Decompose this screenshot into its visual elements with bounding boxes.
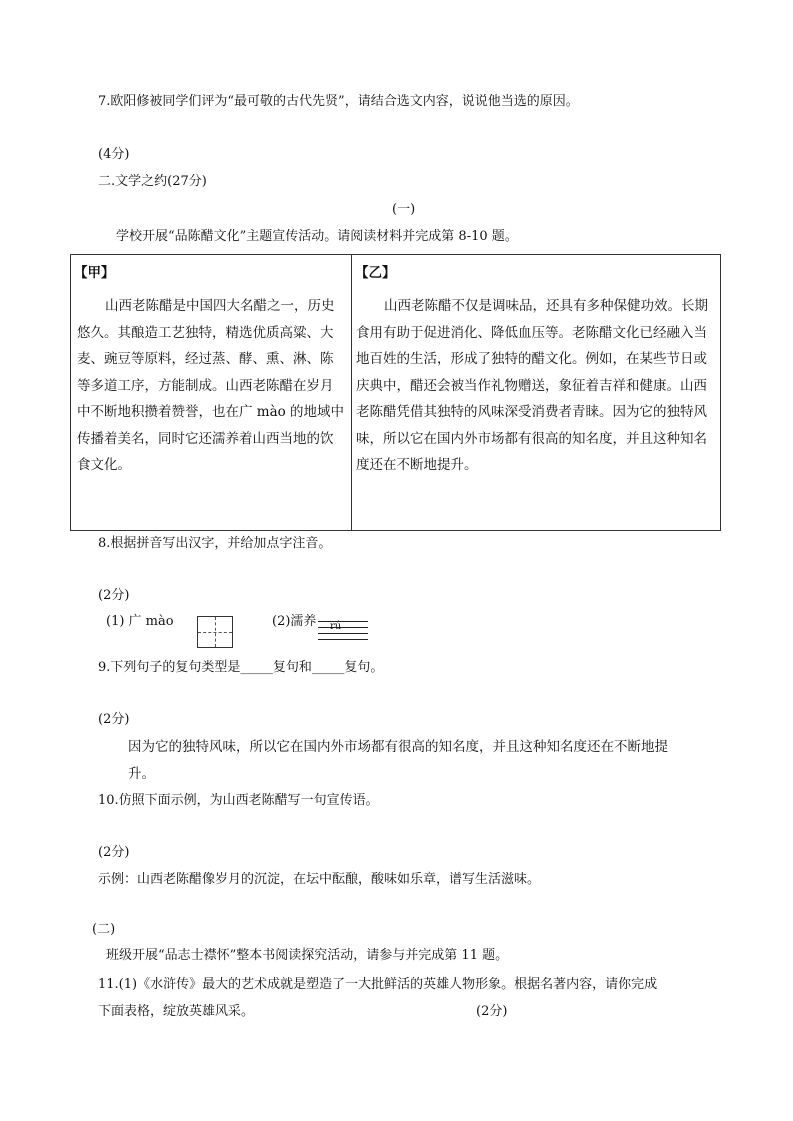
question-9-score: (2分) xyxy=(98,712,130,727)
material-table xyxy=(70,254,721,531)
yi-line: 庆典中，醋还会被当作礼物赠送，象征着吉祥和健康。山西 xyxy=(356,377,707,394)
answer-grid-box[interactable] xyxy=(197,616,233,648)
question-10-score: (2分) xyxy=(98,845,130,860)
pinyin-hint: rú xyxy=(330,621,342,632)
yi-line: 食用有助于促进消化、降低血压等。老陈醋文化已经融入当 xyxy=(356,324,707,341)
part-2-title: (二) xyxy=(92,922,116,937)
question-7-score: (4分) xyxy=(98,147,130,162)
part-1-title: (一) xyxy=(392,202,416,217)
question-8-text: 8.根据拼音写出汉字，并给加点字注音。 xyxy=(98,536,332,551)
jia-label: 【甲】 xyxy=(74,265,115,281)
yi-label: 【乙】 xyxy=(355,265,396,281)
table-divider xyxy=(351,255,352,530)
jia-line: 等多道工序，方能制成。山西老陈醋在岁月 xyxy=(77,377,334,394)
pinyin-four-line-box[interactable] xyxy=(318,619,368,641)
part-2-intro: 班级开展“品志士襟怀”整本书阅读探究活动，请参与并完成第 11 题。 xyxy=(106,948,509,963)
question-9-sentence-line-2: 升。 xyxy=(128,766,155,782)
question-11-line-2: 下面表格，绽放英雄风采。 xyxy=(98,1004,255,1019)
section-2-title: 二.文学之约(27分) xyxy=(98,174,207,189)
jia-text xyxy=(77,293,349,479)
question-11-score: (2分) xyxy=(476,1004,508,1019)
question-10-text: 10.仿照下面示例，为山西老陈醋写一句宣传语。 xyxy=(98,793,379,808)
question-9-text: 9.下列句子的复句类型是_____复句和_____复句。 xyxy=(98,660,384,675)
yi-line: 老陈醋凭借其独特的风味深受消费者青睐。因为它的独特风 xyxy=(356,404,707,420)
jia-line: 麦、豌豆等原料，经过蒸、酵、熏、淋、陈 xyxy=(77,351,334,367)
question-8-item-1: (1) 广 mào xyxy=(106,614,174,629)
question-11-line-1: 11.(1)《水浒传》最大的艺术成就是塑造了一大批鲜活的英雄人物形象。根据名著内容，请你完成 xyxy=(98,977,658,992)
yi-line: 度还在不断地提升。 xyxy=(356,457,478,473)
jia-line: 食文化。 xyxy=(77,457,131,473)
yi-line: 味，所以它在国内外市场都有很高的知名度，并且这种知名 xyxy=(356,430,707,447)
jia-line: 山西老陈醋是中国四大名醋之一，历史 xyxy=(105,298,335,314)
jia-line: 中不断地积攒着赞誉，也在广 mào 的地域中 xyxy=(77,404,345,420)
part-1-intro: 学校开展“品陈醋文化”主题宣传活动。请阅读材料并完成第 8-10 题。 xyxy=(116,229,518,244)
yi-line: 山西老陈醋不仅是调味品，还具有多种保健功效。长期 xyxy=(384,298,708,314)
jia-line: 传播着美名，同时它还濡养着山西当地的饮 xyxy=(77,430,334,447)
yi-line: 地百姓的生活，形成了独特的醋文化。例如，在某些节日或 xyxy=(356,351,707,367)
question-9-sentence-line-1: 因为它的独特风味，所以它在国内外市场都有很高的知名度，并且这种知名度还在不断地提 xyxy=(128,739,668,755)
question-10-example: 示例：山西老陈醋像岁月的沉淀，在坛中酝酿，酸味如乐章，谱写生活滋味。 xyxy=(98,872,541,887)
jia-line: 悠久。其酿造工艺独特，精选优质高粱、大 xyxy=(77,324,334,341)
question-7-text: 7.欧阳修被同学们评为“最可敬的古代先贤”，请结合选文内容，说说他当选的原因。 xyxy=(98,94,579,109)
question-8-item-2: (2)濡养 xyxy=(272,614,317,629)
question-8-score: (2分) xyxy=(98,588,130,603)
yi-text xyxy=(356,293,718,479)
